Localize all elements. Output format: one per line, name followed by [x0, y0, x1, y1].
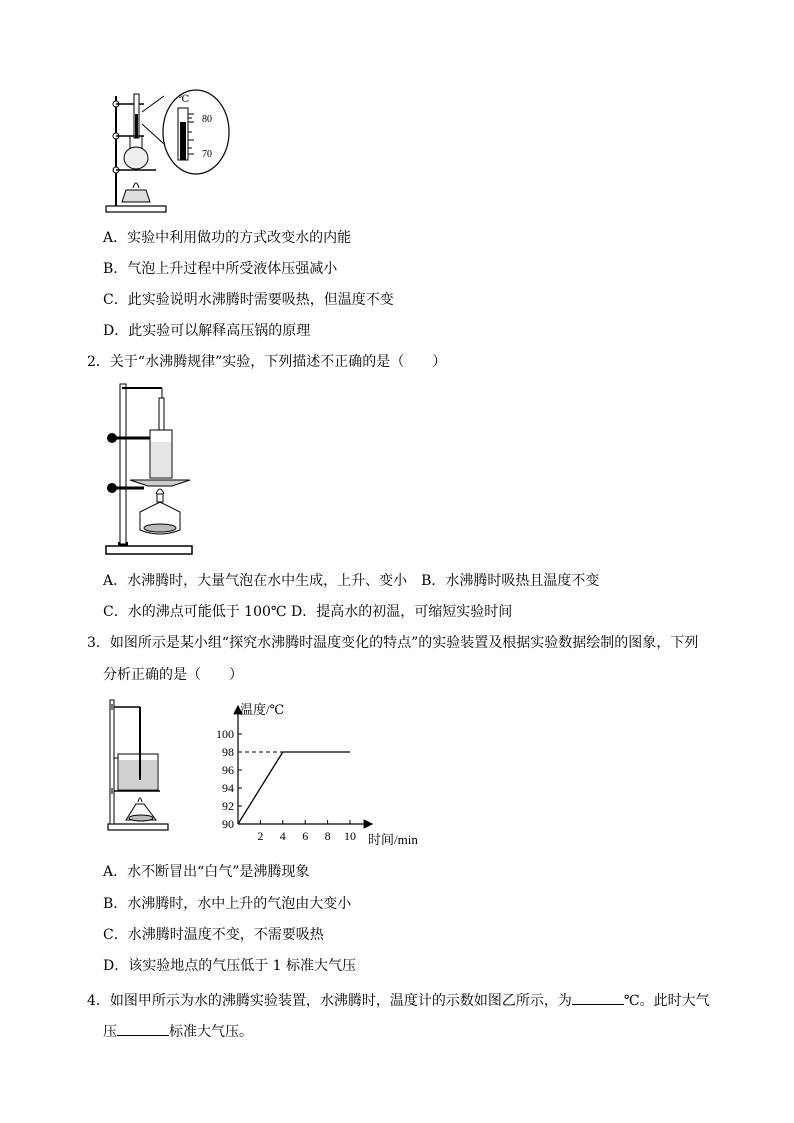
- q3-option-d: D．该实验地点的气压低于 1 标准大气压: [103, 958, 357, 974]
- q2-apparatus-figure: [100, 380, 196, 560]
- chart-y-tick-label: 96: [222, 763, 234, 777]
- q2-options-row2: C．水的沸点可能低于 100℃ D．提高水的初温，可缩短实验时间: [103, 604, 513, 620]
- chart-y-tick-label: 100: [216, 727, 234, 741]
- q2-options-row1: A．水沸腾时，大量气泡在水中生成，上升、变小 B．水沸腾时吸热且温度不变: [103, 573, 600, 589]
- chart-series-line: [238, 752, 350, 824]
- chart-y-tick-label: 94: [222, 781, 234, 795]
- q4-line2: [103, 1021, 253, 1041]
- q1-option-c: C．此实验说明水沸腾时需要吸热，但温度不变: [103, 292, 394, 308]
- q4-blank-temperature[interactable]: [572, 990, 624, 1005]
- chart-y-tick-label: 98: [222, 745, 234, 759]
- q4-line1: [87, 990, 710, 1010]
- chart-x-tick-label: 2: [257, 829, 264, 843]
- q4-line2-text-b: 标准大气压。: [169, 1024, 253, 1040]
- q1-option-b: B．气泡上升过程中所受液体压强减小: [103, 261, 338, 277]
- chart-x-tick-label: 8: [324, 829, 331, 843]
- chart-x-tick-label: 4: [279, 829, 286, 843]
- q4-line1-text-b: ℃。此时大气: [623, 993, 710, 1009]
- q1-thermo-unit: ℃: [178, 94, 190, 105]
- q1-option-a: A．实验中利用做功的方式改变水的内能: [103, 230, 352, 246]
- q4-line1-text-a: 4．如图甲所示为水的沸腾实验装置，水沸腾时，温度计的示数如图乙所示，为: [87, 993, 572, 1009]
- q3-apparatus-figure: [100, 698, 180, 834]
- q1-thermo-upper: 80: [202, 114, 212, 125]
- chart-y-tick-label: 90: [222, 817, 234, 831]
- chart-x-tick-label: 10: [344, 829, 356, 843]
- q4-blank-pressure[interactable]: [117, 1021, 169, 1036]
- q3-stem-line2: 分析正确的是（ ）: [103, 667, 243, 683]
- q2-stem: 2．关于“水沸腾规律”实验，下列描述不正确的是（ ）: [87, 354, 447, 370]
- q3-stem-line1: 3．如图所示是某小组“探究水沸腾时温度变化的特点”的实验装置及根据实验数据绘制的图象，下列: [87, 635, 699, 651]
- q1-thermo-lower: 70: [202, 149, 212, 160]
- q3-option-b: B．水沸腾时，水中上升的气泡由大变小: [103, 896, 352, 912]
- chart-ylabel: 温度/℃: [240, 702, 285, 717]
- q1-option-d: D．此实验可以解释高压锅的原理: [103, 323, 311, 339]
- q1-apparatus-figure: [100, 84, 230, 218]
- chart-y-tick-label: 92: [222, 799, 234, 813]
- q3-option-c: C．水沸腾时温度不变，不需要吸热: [103, 927, 324, 943]
- chart-x-tick-label: 6: [302, 829, 309, 843]
- q4-line2-text-a: 压: [103, 1024, 117, 1040]
- chart-xlabel: 时间/min: [368, 832, 418, 847]
- q3-temperature-chart: [210, 696, 436, 852]
- q3-option-a: A．水不断冒出“白气”是沸腾现象: [103, 864, 310, 880]
